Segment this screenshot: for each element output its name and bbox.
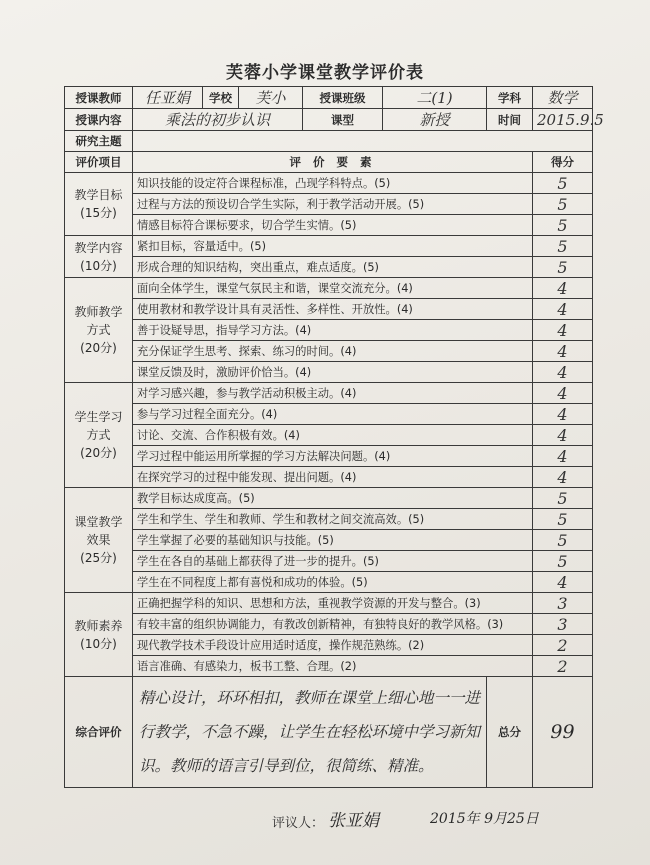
criteria-row: [65, 551, 593, 572]
criteria-score: 4: [533, 278, 593, 299]
criteria-row: [65, 614, 593, 635]
category-cell: [65, 488, 133, 593]
criteria-score: 5: [533, 257, 593, 278]
school-label: 学校: [203, 87, 239, 109]
criteria-row: [65, 572, 593, 593]
criteria-row: [65, 656, 593, 677]
category-points: (25分): [80, 551, 117, 565]
category-cell: [65, 173, 133, 236]
category-points: (20分): [80, 341, 117, 355]
subject-value: 数学: [533, 87, 593, 109]
criteria-score: 4: [533, 362, 593, 383]
criteria-row: [65, 383, 593, 404]
criteria-score: 3: [533, 593, 593, 614]
criteria-text: 有较丰富的组织协调能力，有教改创新精神，有独特良好的教学风格。(3): [133, 614, 533, 635]
criteria-score: 5: [533, 488, 593, 509]
category-points: (10分): [80, 636, 117, 651]
criteria-row: [65, 446, 593, 467]
class-value: 二(1): [383, 87, 487, 109]
class-label: 授课班级: [303, 87, 383, 109]
category-cell: [65, 383, 133, 488]
criteria-text: 正确把握学科的知识、思想和方法，重视教学资源的开发与整合。(3): [133, 593, 533, 614]
criteria-score: 2: [533, 635, 593, 656]
evaluator-label: 评议人：: [272, 816, 325, 831]
teacher-value: 任亚娟: [133, 87, 203, 109]
criteria-row: [65, 173, 593, 194]
criteria-text: 教学目标达成度高。(5): [133, 488, 533, 509]
criteria-text: 学习过程中能运用所掌握的学习方法解决问题。(4): [133, 446, 533, 467]
category-name: 教师教学方式: [74, 305, 123, 337]
criteria-score: 4: [533, 383, 593, 404]
criteria-text: 对学习感兴趣，参与教学活动积极主动。(4): [133, 383, 533, 404]
criteria-score: 4: [533, 341, 593, 362]
criteria-text: 现代教学技术手段设计应用适时适度，操作规范熟练。(2): [133, 635, 533, 656]
criteria-text: 在探究学习的过程中能发现、提出问题。(4): [133, 467, 533, 488]
criteria-text: 充分保证学生思考、探索、练习的时间。(4): [133, 341, 533, 362]
subject-label: 学科: [487, 87, 533, 109]
criteria-text: 形成合理的知识结构，突出重点，难点适度。(5): [133, 257, 533, 278]
criteria-row: [65, 257, 593, 278]
criteria-text: 学生在各自的基础上都获得了进一步的提升。(5): [133, 551, 533, 572]
score-column-header: 得分: [533, 152, 593, 173]
total-score: 99: [533, 677, 593, 788]
type-label: 课型: [303, 109, 383, 131]
category-points: (15分): [80, 206, 117, 220]
criteria-row: [65, 530, 593, 551]
criteria-row: [65, 362, 593, 383]
table-body: [65, 87, 604, 788]
evaluation-date: 2015年 9月25日: [430, 811, 539, 827]
item-column-header: 评价项目: [65, 152, 133, 173]
category-points: (20分): [80, 446, 117, 460]
content-label: 授课内容: [65, 109, 133, 131]
research-row: [65, 131, 593, 152]
teacher-label: 授课教师: [65, 87, 133, 109]
criteria-score: 4: [533, 446, 593, 467]
category-name: 课堂教学效果: [74, 515, 123, 547]
criteria-score: 5: [533, 551, 593, 572]
criteria-score: 3: [533, 614, 593, 635]
criteria-score: 5: [533, 509, 593, 530]
category-cell: [65, 236, 133, 278]
criteria-score: 5: [533, 236, 593, 257]
criteria-text: 参与学习过程全面充分。(4): [133, 404, 533, 425]
criteria-score: 4: [533, 404, 593, 425]
overall-label: 综合评价: [65, 677, 133, 788]
category-name: 学生学习方式: [74, 410, 123, 442]
criteria-row: [65, 236, 593, 257]
criteria-row: [65, 341, 593, 362]
criteria-row: [65, 593, 593, 614]
criteria-column-header: 评 价 要 素: [133, 152, 533, 173]
category-cell: [65, 278, 133, 383]
criteria-text: 面向全体学生，课堂气氛民主和谐，课堂交流充分。(4): [133, 278, 533, 299]
criteria-text: 过程与方法的预设切合学生实际，利于教学活动开展。(5): [133, 194, 533, 215]
evaluator-signature: 张亚娟: [328, 811, 379, 831]
type-value: 新授: [383, 109, 487, 131]
criteria-score: 2: [533, 656, 593, 677]
criteria-score: 4: [533, 425, 593, 446]
criteria-row: [65, 404, 593, 425]
category-name: 教学目标: [74, 188, 123, 202]
criteria-text: 知识技能的设定符合课程标准，凸现学科特点。(5): [133, 173, 533, 194]
evaluation-table: [64, 86, 604, 788]
criteria-text: 情感目标符合课标要求，切合学生实情。(5): [133, 215, 533, 236]
criteria-text: 学生和学生、学生和教师、学生和教材之间交流高效。(5): [133, 509, 533, 530]
criteria-text: 语言准确、有感染力，板书工整、合理。(2): [133, 656, 533, 677]
criteria-row: [65, 635, 593, 656]
criteria-row: [65, 320, 593, 341]
criteria-text: 紧扣目标，容量适中。(5): [133, 236, 533, 257]
criteria-score: 4: [533, 320, 593, 341]
criteria-text: 讨论、交流、合作积极有效。(4): [133, 425, 533, 446]
time-value: 2015.9.5: [533, 109, 593, 131]
category-cell: [65, 593, 133, 677]
overall-row: [65, 677, 593, 788]
criteria-text: 学生掌握了必要的基础知识与技能。(5): [133, 530, 533, 551]
total-label: 总分: [487, 677, 533, 788]
time-label: 时间: [487, 109, 533, 131]
criteria-score: 5: [533, 173, 593, 194]
criteria-row: [65, 425, 593, 446]
criteria-text: 学生在不同程度上都有喜悦和成功的体验。(5): [133, 572, 533, 593]
criteria-score: 4: [533, 467, 593, 488]
school-value: 芙小: [239, 87, 303, 109]
criteria-text: 善于设疑导思，指导学习方法。(4): [133, 320, 533, 341]
header-row-1: [65, 87, 593, 109]
form-title: 芙蓉小学课堂教学评价表: [226, 63, 424, 83]
category-name: 教师素养: [74, 618, 123, 633]
criteria-row: [65, 467, 593, 488]
criteria-row: [65, 278, 593, 299]
header-row-2: [65, 109, 593, 131]
category-name: 教学内容: [74, 240, 123, 255]
overall-comment: 精心设计，环环相扣，教师在课堂上细心地一一进行教学，不急不躁，让学生在轻松环境中学习新知识。教师的语言引导到位，很简练、精准。: [133, 677, 487, 788]
criteria-row: [65, 194, 593, 215]
content-value: 乘法的初步认识: [133, 109, 303, 131]
criteria-row: [65, 299, 593, 320]
criteria-score: 5: [533, 215, 593, 236]
criteria-row: [65, 509, 593, 530]
criteria-score: 4: [533, 572, 593, 593]
research-label: 研究主题: [65, 131, 133, 152]
column-header-row: [65, 152, 593, 173]
criteria-row: [65, 215, 593, 236]
criteria-score: 4: [533, 299, 593, 320]
criteria-score: 5: [533, 194, 593, 215]
criteria-score: 5: [533, 530, 593, 551]
research-value: [133, 131, 593, 152]
criteria-row: [65, 488, 593, 509]
criteria-text: 使用教材和教学设计具有灵活性、多样性、开放性。(4): [133, 299, 533, 320]
category-points: (10分): [80, 258, 117, 273]
criteria-text: 课堂反馈及时，激励评价恰当。(4): [133, 362, 533, 383]
